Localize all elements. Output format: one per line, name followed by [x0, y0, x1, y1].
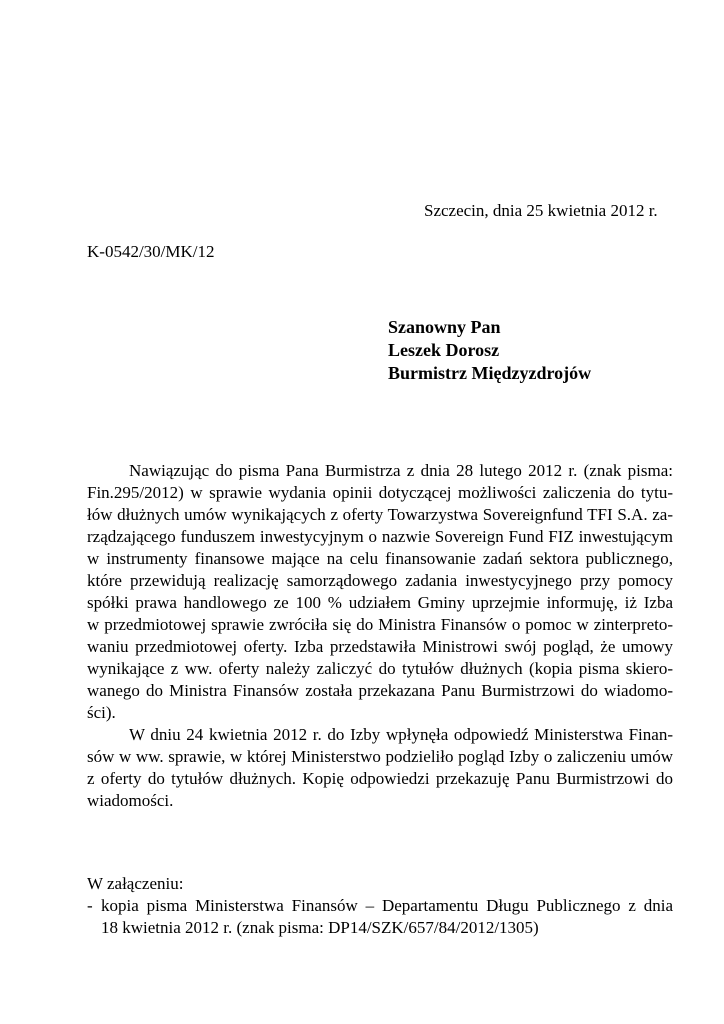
- body-line: w instrumenty finansowe mające na celu finansowanie zadań sektora publicznego,: [87, 549, 673, 568]
- addressee-title: Burmistrz Międzyzdrojów: [388, 363, 592, 383]
- body-line: rządzającego funduszem inwestycyjnym o nazwie Sovereign Fund FIZ inwestującym: [87, 527, 673, 546]
- body-line: Nawiązując do pisma Pana Burmistrza z dnia 28 lutego 2012 r. (znak pisma:: [129, 461, 673, 480]
- body-line: wynikające z ww. oferty należy zaliczyć do tytułów dłużnych (kopia pisma skiero-: [87, 659, 673, 678]
- body-line: W dniu 24 kwietnia 2012 r. do Izby wpłynęła odpowiedź Ministerstwa Finan-: [129, 725, 673, 744]
- addressee-salutation: Szanowny Pan: [388, 317, 501, 337]
- reference-number: K-0542/30/MK/12: [87, 242, 215, 261]
- body-line: spółki prawa handlowego ze 100 % udziałem Gminy uprzejmie informuję, iż Izba: [87, 593, 673, 612]
- body-line: w przedmiotowej sprawie zwróciła się do Ministra Finansów o pomoc w zinterpreto-: [87, 615, 673, 634]
- body-line: wanego do Ministra Finansów została przekazana Panu Burmistrzowi do wiadomo-: [87, 681, 673, 700]
- paragraph-2: [87, 724, 673, 812]
- attachment-line: 18 kwietnia 2012 r. (znak pisma: DP14/SZK/657/84/2012/1305): [101, 918, 539, 937]
- body-line: sów w ww. sprawie, w której Ministerstwo podzieliło pogląd Izby o zaliczeniu umów: [87, 747, 673, 766]
- letter-body: [87, 460, 673, 812]
- body-line: wiadomości.: [87, 791, 174, 810]
- body-line: łów dłużnych umów wynikających z oferty Towarzystwa Sovereignfund TFI S.A. za-: [87, 505, 673, 524]
- body-line: z oferty do tytułów dłużnych. Kopię odpowiedzi przekazuję Panu Burmistrzowi do: [87, 769, 673, 788]
- paragraph-1: [87, 460, 673, 724]
- body-line: waniu przedmiotowej oferty. Izba przedstawiła Ministrowi swój pogląd, że umowy: [87, 637, 673, 656]
- body-line: ści).: [87, 703, 116, 722]
- addressee-name: Leszek Dorosz: [388, 340, 500, 360]
- attachment-item: [87, 895, 673, 939]
- addressee-block: [388, 316, 591, 385]
- list-dash: -: [87, 896, 93, 915]
- body-line: Fin.295/2012) w sprawie wydania opinii dotyczącej możliwości zaliczenia do tytu-: [87, 483, 673, 502]
- attachments-label: W załączeniu:: [87, 874, 184, 893]
- place-date: Szczecin, dnia 25 kwietnia 2012 r.: [424, 201, 658, 220]
- body-line: które przewidują realizację samorządowego zadania inwestycyjnego przy pomocy: [87, 571, 673, 590]
- attachments-section: [87, 873, 673, 939]
- attachment-line: kopia pisma Ministerstwa Finansów – Departamentu Długu Publicznego z dnia: [101, 896, 673, 915]
